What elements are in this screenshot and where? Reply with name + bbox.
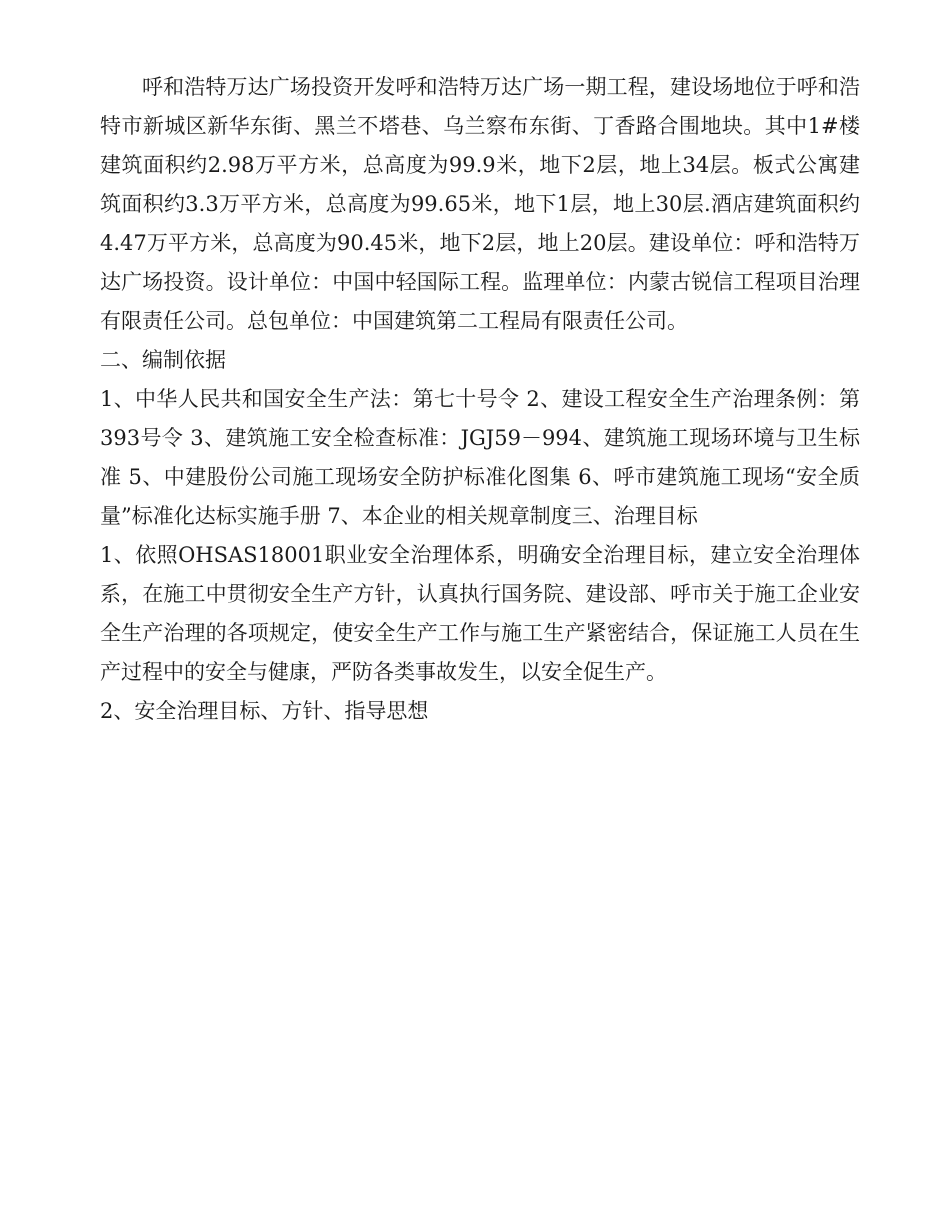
paragraph-management-goal-1: 1、依照OHSAS18001职业安全治理体系，明确安全治理目标，建立安全治理体系，在施工中贯彻安全生产方针，认真执行国务院、建设部、呼市关于施工企业安全生产治理的各项规定，使安全生产工作与施工生产紧密结合，保证施工人员在生产过程中的安全与健康，严防各类事故发生，以安全促生产。 [100,543,860,684]
section-heading-basis: 二、编制依据 [100,348,226,372]
paragraph-basis-list: 1、中华人民共和国安全生产法：第七十号令 2、建设工程安全生产治理条例：第393号令 3、建筑施工安全检查标准：JGJ59－994、建筑施工现场环境与卫生标准 5、中建股份公司施工现场安全防护标准化图集 6、呼市建筑施工现场“安全质量”标准化达标实施手册 7、本企业的相关规章制度三、治理目标 [100,387,860,528]
paragraph-project-overview: 呼和浩特万达广场投资开发呼和浩特万达广场一期工程，建设场地位于呼和浩特市新城区新华东街、黑兰不塔巷、乌兰察布东街、丁香路合围地块。其中1#楼建筑面积约2.98万平方米，总高度为99.9米，地下2层，地上34层。板式公寓建筑面积约3.3万平方米，总高度为99.65米，地下1层，地上30层.酒店建筑面积约4.47万平方米，总高度为90.45米，地下2层，地上20层。建设单位：呼和浩特万达广场投资。设计单位：中国中轻国际工程。监理单位：内蒙古锐信工程项目治理有限责任公司。总包单位：中国建筑第二工程局有限责任公司。 [100,75,860,333]
document-body [100,68,860,731]
paragraph-management-goal-2: 2、安全治理目标、方针、指导思想 [100,699,429,723]
